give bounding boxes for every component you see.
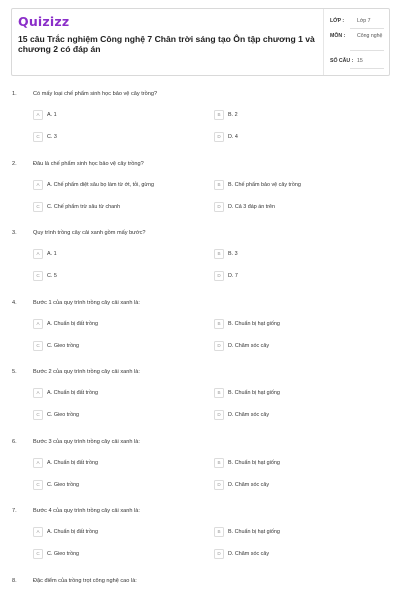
question-text: Bước 1 của quy trình trồng cây cải xanh là: — [33, 299, 140, 306]
answer-option-b[interactable] — [214, 319, 374, 329]
answer-option-a[interactable] — [33, 527, 193, 537]
option-text: C. 5 — [47, 273, 57, 279]
question-item — [0, 161, 400, 231]
answer-option-b[interactable] — [214, 388, 374, 398]
question-number: 8. — [12, 577, 17, 584]
option-text: D. 4 — [228, 134, 238, 140]
question-item — [0, 578, 400, 600]
option-text: A. Chuẩn bị đất trồng — [47, 320, 98, 327]
option-letter-box[interactable]: C — [33, 202, 43, 212]
question-number: 6. — [12, 438, 17, 445]
option-text: C. Gieo trồng — [47, 551, 80, 557]
answer-option-b[interactable] — [214, 110, 374, 120]
answer-option-d[interactable] — [214, 202, 374, 212]
option-letter-box[interactable]: D — [214, 410, 224, 420]
answer-option-d[interactable] — [214, 132, 374, 142]
option-letter-box[interactable]: C — [33, 341, 43, 351]
question-text: Quy trình trồng cây cải xanh gồm mấy bước? — [33, 230, 146, 236]
answer-option-c[interactable] — [33, 341, 193, 351]
option-letter-box[interactable]: A — [33, 110, 43, 120]
question-number: 1. — [12, 91, 17, 97]
question-number: 7. — [12, 508, 17, 514]
question-number: 4. — [12, 299, 17, 306]
meta-subject-label: MÔN : — [330, 33, 346, 39]
option-letter-box[interactable]: B — [214, 458, 224, 468]
answer-option-d[interactable] — [214, 480, 374, 490]
question-text: Có mấy loại chế phẩm sinh học bảo vệ cây trồng? — [33, 91, 158, 97]
option-text: B. 2 — [228, 112, 238, 118]
option-text: D. Chăm sóc cây — [228, 551, 270, 557]
answer-option-d[interactable] — [214, 271, 374, 281]
question-number: 2. — [12, 160, 17, 167]
meta-subject-value: Công nghệ — [357, 33, 383, 39]
option-letter-box[interactable]: D — [214, 132, 224, 142]
answer-option-c[interactable] — [33, 549, 193, 559]
option-letter-box[interactable]: D — [214, 271, 224, 281]
meta-count-label: SỐ CÂU : — [330, 58, 354, 64]
option-letter-box[interactable]: D — [214, 202, 224, 212]
option-text: C. Gieo trồng — [47, 412, 80, 418]
answer-option-a[interactable] — [33, 458, 193, 468]
option-letter-box[interactable]: D — [214, 341, 224, 351]
option-text: D. Chăm sóc cây — [228, 342, 270, 349]
question-item — [0, 300, 400, 370]
option-text: B. 3 — [228, 251, 238, 257]
page-title: 15 câu Trắc nghiệm Công nghệ 7 Chân trời sáng tạo Ôn tập chương 1 và chương 2 có đáp án — [18, 34, 315, 54]
answer-option-b[interactable] — [214, 458, 374, 468]
option-letter-box[interactable]: A — [33, 388, 43, 398]
answer-option-d[interactable] — [214, 341, 374, 351]
answer-option-d[interactable] — [214, 410, 374, 420]
answer-option-c[interactable] — [33, 202, 193, 212]
option-text: C. 3 — [47, 134, 57, 140]
answer-option-d[interactable] — [214, 549, 374, 559]
option-text: B. Chế phẩm bảo vệ cây trồng — [228, 181, 301, 188]
option-letter-box[interactable]: B — [214, 249, 224, 259]
quizizz-logo[interactable]: Quizizz — [18, 14, 70, 29]
option-text: A. Chế phẩm diệt sâu bọ làm từ ớt, tỏi, gừng — [47, 181, 154, 188]
option-letter-box[interactable]: C — [33, 271, 43, 281]
option-text: C. Gieo trồng — [47, 481, 80, 488]
option-text: A. 1 — [47, 112, 57, 118]
answer-option-a[interactable] — [33, 180, 193, 190]
option-letter-box[interactable]: B — [214, 180, 224, 190]
option-text: B. Chuẩn bị hạt giống — [228, 320, 280, 327]
question-text: Đặc điểm của trồng trọt công nghệ cao là: — [33, 577, 137, 584]
option-text: A. Chuẩn bị đất trồng — [47, 459, 98, 466]
answer-option-c[interactable] — [33, 132, 193, 142]
answer-option-a[interactable] — [33, 388, 193, 398]
question-item — [0, 369, 400, 439]
question-text: Bước 3 của quy trình trồng cây cải xanh là: — [33, 438, 140, 445]
question-number: 3. — [12, 230, 17, 236]
option-letter-box[interactable]: A — [33, 249, 43, 259]
meta-count-value: 15 — [357, 58, 363, 64]
option-letter-box[interactable]: A — [33, 527, 43, 537]
option-text: C. Gieo trồng — [47, 342, 80, 349]
answer-option-b[interactable] — [214, 249, 374, 259]
question-item — [0, 508, 400, 578]
option-letter-box[interactable]: C — [33, 132, 43, 142]
option-letter-box[interactable]: A — [33, 319, 43, 329]
option-text: A. Chuẩn bị đất trồng — [47, 529, 98, 535]
question-number: 5. — [12, 369, 17, 375]
meta-class-label: LỚP : — [330, 18, 345, 24]
option-text: B. Chuẩn bị hạt giống — [228, 529, 280, 535]
option-text: B. Chuẩn bị hạt giống — [228, 390, 280, 396]
option-letter-box[interactable]: B — [214, 110, 224, 120]
answer-option-c[interactable] — [33, 271, 193, 281]
option-text: B. Chuẩn bị hạt giống — [228, 459, 280, 466]
answer-option-c[interactable] — [33, 480, 193, 490]
option-letter-box[interactable]: B — [214, 388, 224, 398]
question-text: Bước 2 của quy trình trồng cây cải xanh là: — [33, 369, 140, 375]
option-letter-box[interactable]: A — [33, 458, 43, 468]
question-item — [0, 91, 400, 161]
option-letter-box[interactable]: C — [33, 549, 43, 559]
answer-option-a[interactable] — [33, 249, 193, 259]
option-letter-box[interactable]: D — [214, 549, 224, 559]
answer-option-a[interactable] — [33, 110, 193, 120]
option-letter-box[interactable]: A — [33, 180, 43, 190]
question-item — [0, 230, 400, 300]
option-text: A. Chuẩn bị đất trồng — [47, 390, 98, 396]
option-text: D. 7 — [228, 273, 238, 279]
question-item — [0, 439, 400, 509]
answer-option-b[interactable] — [214, 180, 374, 190]
question-text: Bước 4 của quy trình trồng cây cải xanh là: — [33, 508, 140, 514]
option-text: D. Chăm sóc cây — [228, 481, 270, 488]
question-text: Đâu là chế phẩm sinh học bảo vệ cây trồng? — [33, 160, 144, 167]
option-letter-box[interactable]: D — [214, 480, 224, 490]
answer-option-a[interactable] — [33, 319, 193, 329]
option-letter-box[interactable]: C — [33, 480, 43, 490]
answer-option-b[interactable] — [214, 527, 374, 537]
option-text: C. Chế phẩm trừ sâu từ chanh — [47, 203, 121, 210]
option-text: D. Cả 3 đáp án trên — [228, 203, 276, 210]
option-text: A. 1 — [47, 251, 57, 257]
meta-class-value: Lớp 7 — [357, 18, 371, 24]
option-text: D. Chăm sóc cây — [228, 412, 270, 418]
answer-option-c[interactable] — [33, 410, 193, 420]
option-letter-box[interactable]: C — [33, 410, 43, 420]
option-letter-box[interactable]: B — [214, 319, 224, 329]
option-letter-box[interactable]: B — [214, 527, 224, 537]
